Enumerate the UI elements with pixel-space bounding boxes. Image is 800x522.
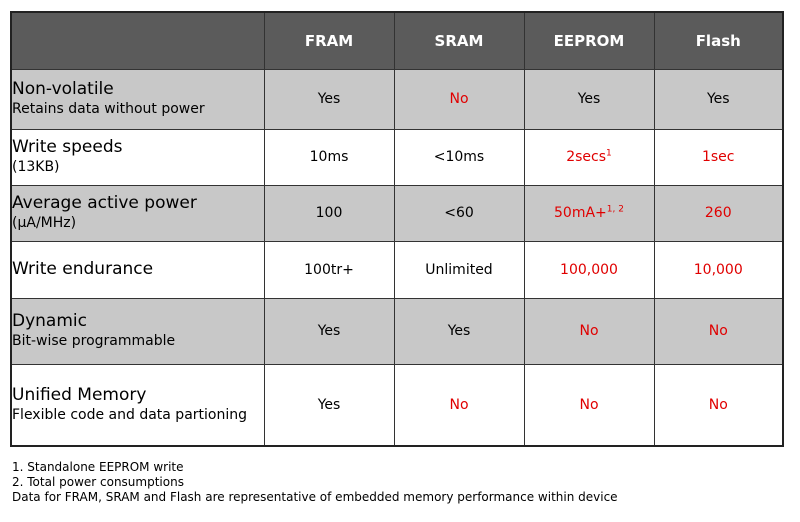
row-label-cell [11,69,264,129]
value-cell [264,185,394,241]
value-text: 50mA+ [554,205,607,221]
header-cell-eeprom: EEPROM [524,12,654,69]
value-text: No [708,323,728,339]
value-cell [654,69,783,129]
row-label-cell [11,129,264,185]
row-sublabel: Retains data without power [12,101,205,117]
value-cell [394,129,524,185]
value-text: 2secs [566,149,607,165]
header-cell-flash: Flash [654,12,783,69]
value-cell [524,364,654,446]
footnote-2: 2. Total power consumptions [12,475,184,489]
value-text: No [449,91,469,107]
row-label: Write endurance [12,259,154,279]
value-text: Yes [706,91,730,107]
value-cell [264,298,394,364]
value-text: 100 [315,205,343,221]
table-row [11,185,783,241]
header-cell-empty [11,12,264,69]
footnotes [12,460,618,505]
row-label: Dynamic [12,311,87,331]
value-cell [654,185,783,241]
row-label-cell [11,298,264,364]
row-label: Average active power [12,193,197,213]
footnote-data-note: Data for FRAM, SRAM and Flash are representative of embedded memory performance within device [12,490,618,504]
table-row [11,69,783,129]
value-cell [524,129,654,185]
row-label-cell [11,241,264,298]
value-text: <60 [444,205,474,221]
value-cell [524,241,654,298]
footnote-1: 1. Standalone EEPROM write [12,460,184,474]
value-text: 10ms [309,149,349,165]
row-sublabel: Flexible code and data partioning [12,406,247,423]
table-row [11,298,783,364]
value-cell [524,185,654,241]
value-text: Yes [317,323,341,339]
value-cell [654,364,783,446]
header-cell-fram: FRAM [264,12,394,69]
value-text: No [579,323,599,339]
value-text: 1sec [701,149,735,165]
memory-comparison-table [10,11,784,447]
value-cell [264,241,394,298]
row-label: Write speeds [12,137,123,157]
value-text: No [579,396,599,413]
row-sublabel: (13KB) [12,159,60,175]
value-cell [654,298,783,364]
value-text: Unlimited [425,261,493,278]
value-text: No [449,396,469,413]
value-cell [524,69,654,129]
value-text: <10ms [433,149,485,165]
row-sublabel: Bit-wise programmable [12,333,176,349]
table-header-row [11,12,783,69]
value-cell [654,129,783,185]
value-text: Yes [447,323,471,339]
value-cell [394,185,524,241]
value-text: 100,000 [560,261,618,278]
value-cell [264,69,394,129]
value-cell [524,298,654,364]
value-cell [264,129,394,185]
value-text: No [708,396,728,413]
value-cell [394,298,524,364]
footnote-marker: 1, 2 [606,204,624,215]
table-row [11,364,783,446]
value-text: 260 [704,205,732,221]
table-row [11,129,783,185]
row-label: Non-volatile [12,79,114,99]
value-text: Yes [577,91,601,107]
table-row [11,241,783,298]
value-text: 100tr+ [304,261,354,278]
value-cell [654,241,783,298]
value-cell [394,364,524,446]
value-text: Yes [317,91,341,107]
header-cell-sram: SRAM [394,12,524,69]
value-text: Yes [317,396,341,413]
row-label-cell [11,364,264,446]
row-sublabel: (µA/MHz) [12,215,77,231]
value-cell [394,241,524,298]
row-label-cell [11,185,264,241]
value-cell [394,69,524,129]
row-label: Unified Memory [12,384,147,405]
value-cell [264,364,394,446]
value-text: 10,000 [693,261,743,278]
footnote-marker: 1 [606,148,612,159]
